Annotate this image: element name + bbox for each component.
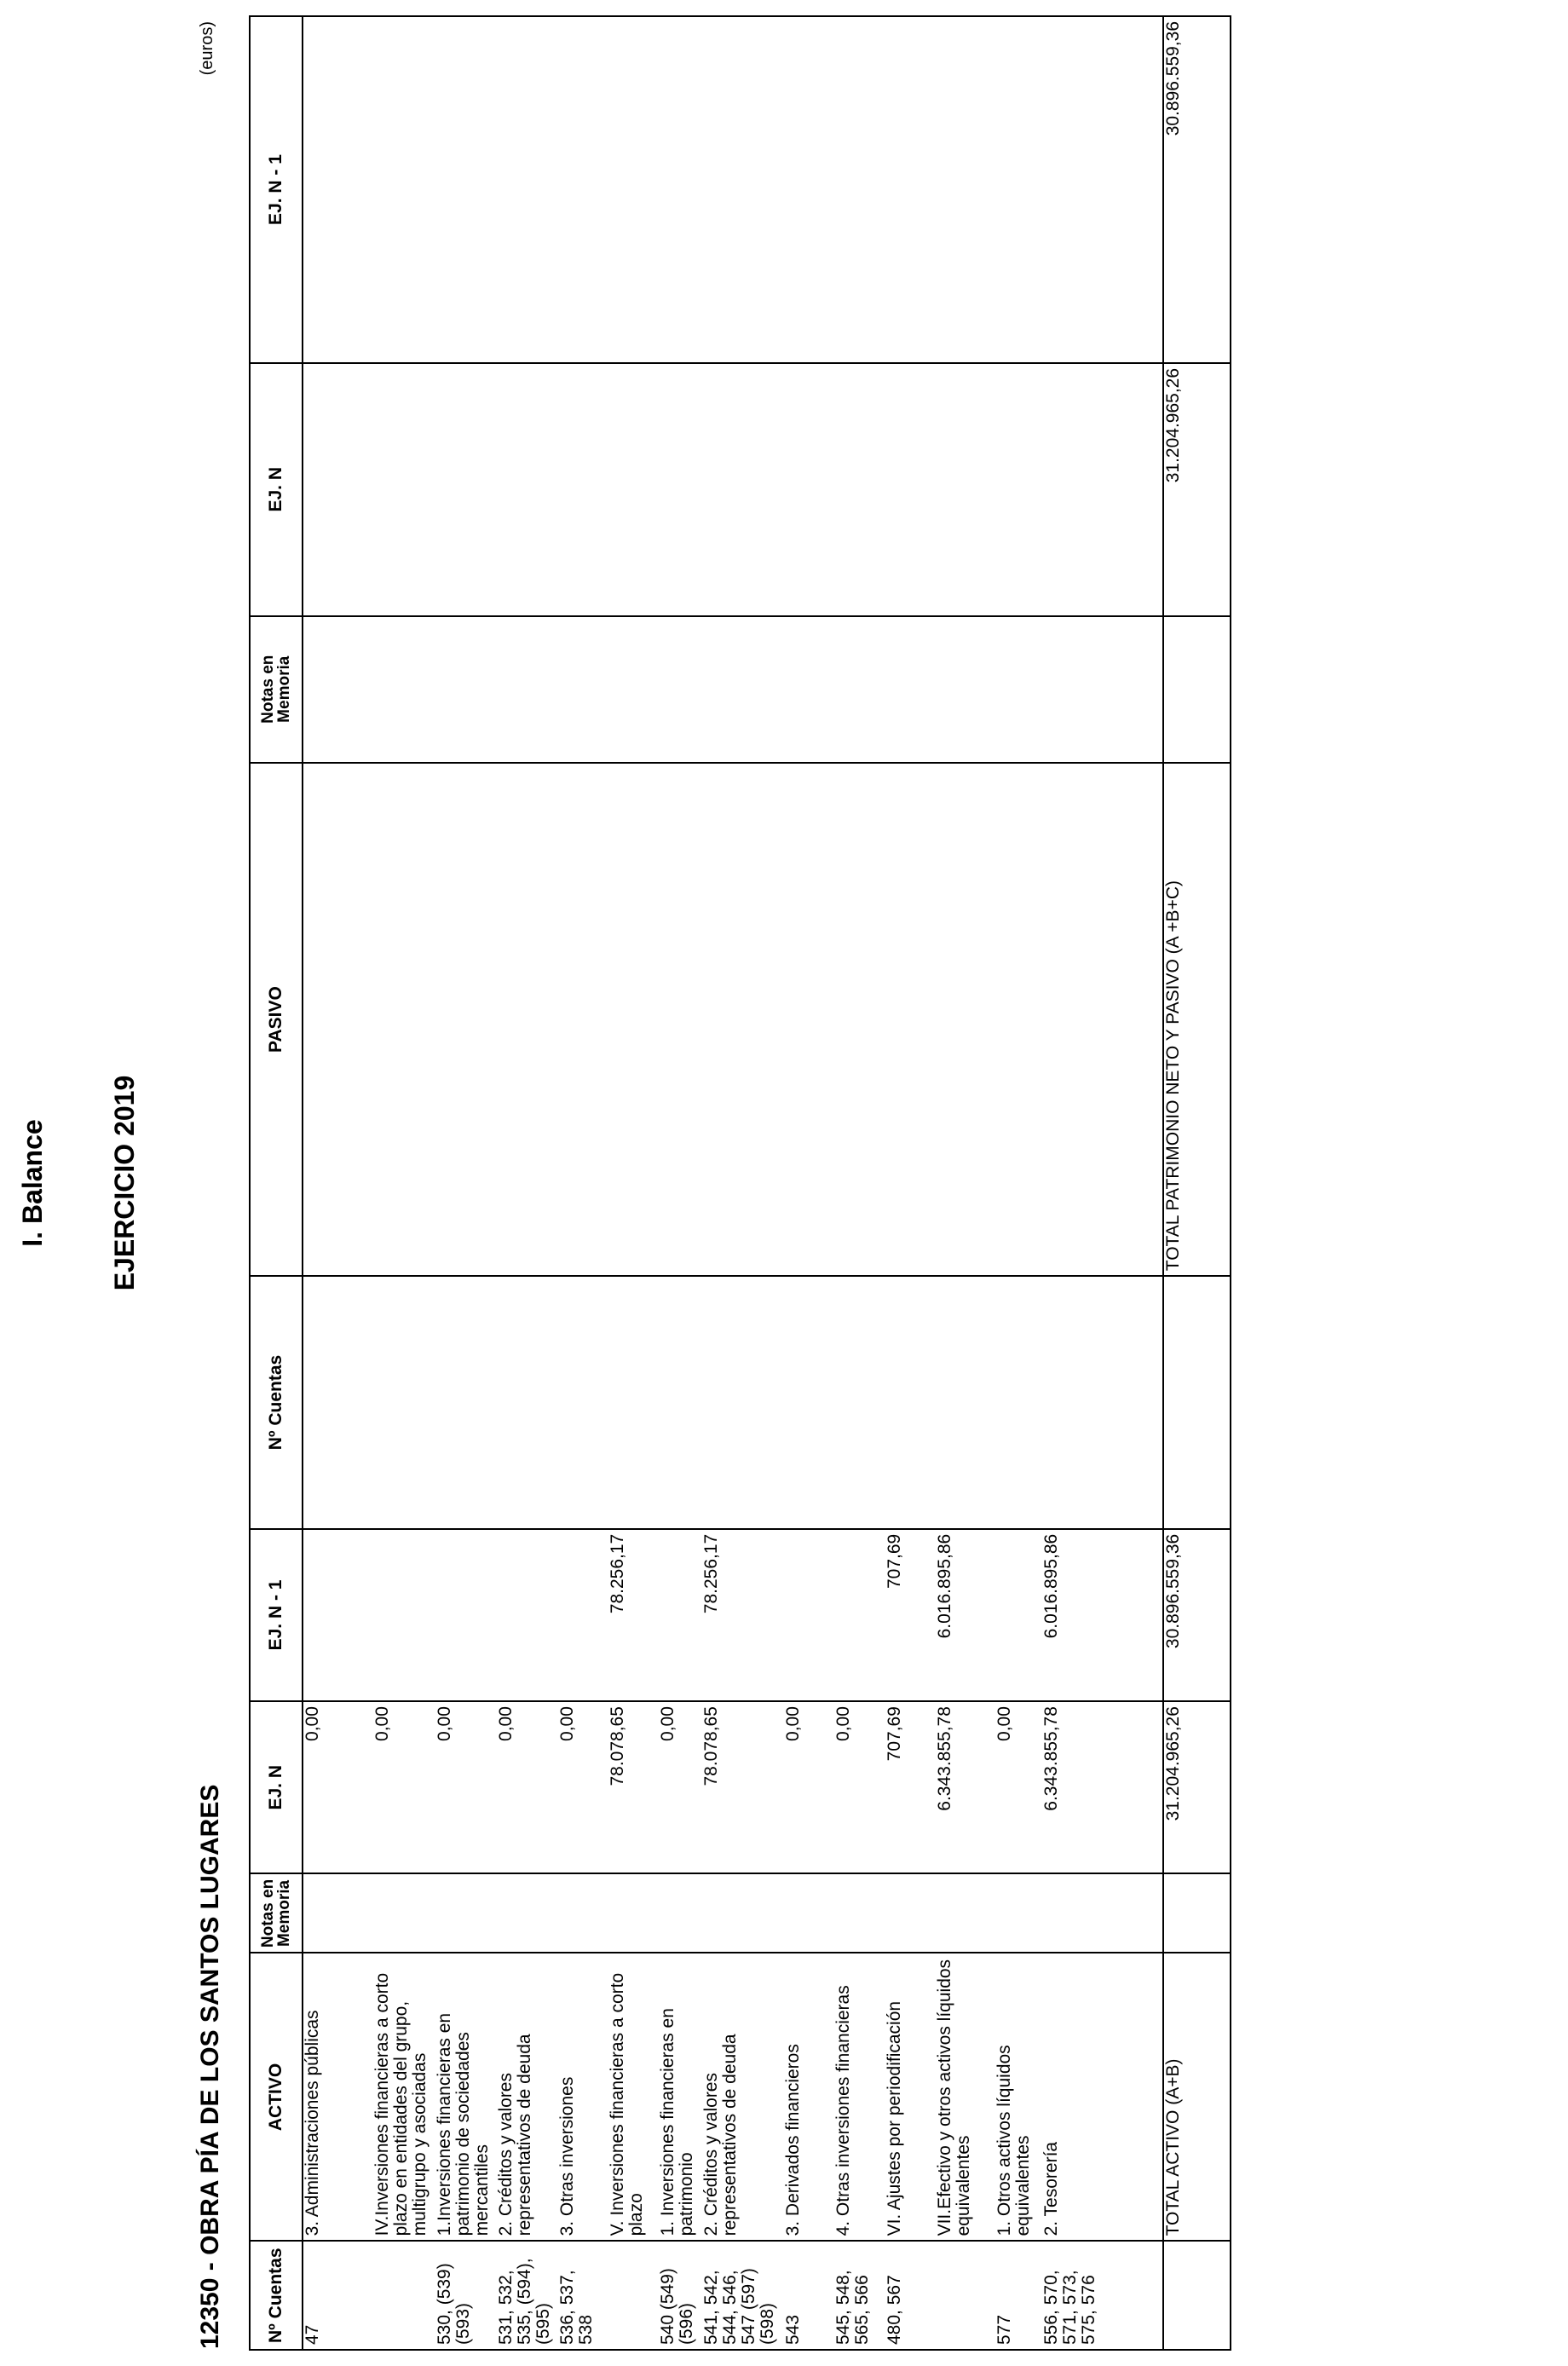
col-header-current: EJ. N [250, 1701, 303, 1873]
col-header-previous: EJ. N - 1 [250, 1529, 303, 1701]
exercise-title: EJERCICIO 2019 [109, 1075, 140, 1291]
row-label: 3. Derivados financieros [784, 1953, 834, 2241]
row-value-n: 0,00 [834, 1701, 885, 1873]
row-accounts: 530, (539) (593) [435, 2241, 497, 2350]
row-value-n: 0,00 [558, 1701, 608, 1873]
row-value-n: 78.078,65 [608, 1701, 659, 1873]
row-value-n1: 6.016.895,86 [936, 1529, 995, 1701]
row-accounts: 577 [995, 2241, 1042, 2350]
table-row [303, 16, 373, 2350]
row-accounts [936, 2241, 995, 2350]
row-accounts [608, 2241, 659, 2350]
total-pasivo-n1: 30.896.559,36 [1163, 16, 1231, 363]
row-value-n1 [834, 1529, 885, 1701]
row-value-n: 6.343.855,78 [1042, 1701, 1163, 1873]
row-value-n: 6.343.855,78 [936, 1701, 995, 1873]
col-header-previous-pasivo: EJ. N - 1 [250, 16, 303, 363]
row-accounts: 480, 567 [885, 2241, 936, 2350]
row-value-n: 0,00 [659, 1701, 701, 1873]
row-label: IV.Inversiones financieras a corto plazo en entidades del grupo, multigrupo y asociadas [373, 1953, 435, 2241]
currency-unit: (euros) [198, 21, 216, 76]
total-pasivo-label: TOTAL PATRIMONIO NETO Y PASIVO (A +B+C) [1163, 763, 1231, 1276]
row-label: VI. Ajustes por periodificación [885, 1953, 936, 2241]
col-header-notes: Notas en Memoria [250, 1873, 303, 1953]
row-value-n1 [303, 1529, 373, 1701]
row-label: 3. Administraciones públicas [303, 1953, 373, 2241]
row-value-n1 [435, 1529, 497, 1701]
balance-table [249, 15, 1231, 2351]
row-value-n: 0,00 [303, 1701, 373, 1873]
row-label: VII.Efectivo y otros activos líquidos equivalentes [936, 1953, 995, 2241]
row-value-n: 0,00 [435, 1701, 497, 1873]
entity-name: 12350 - OBRA PÍA DE LOS SANTOS LUGARES [196, 1784, 224, 2349]
row-accounts: 47 [303, 2241, 373, 2350]
col-header-accounts-pasivo: Nº Cuentas [250, 1276, 303, 1529]
row-label: 4. Otras inversiones financieras [834, 1953, 885, 2241]
row-value-n: 0,00 [784, 1701, 834, 1873]
col-header-current-pasivo: EJ. N [250, 363, 303, 616]
report-title: I. Balance [17, 1119, 48, 1247]
row-label: 2. Tesorería [1042, 1953, 1163, 2241]
col-header-activo: ACTIVO [250, 1953, 303, 2241]
row-accounts: 556, 570, 571, 573, 575, 576 [1042, 2241, 1163, 2350]
row-value-n1: 707,69 [885, 1529, 936, 1701]
row-value-n1 [558, 1529, 608, 1701]
row-accounts: 541, 542, 544, 546, 547 (597) (598) [702, 2241, 784, 2350]
row-label: 1. Inversiones financieras en patrimonio [659, 1953, 701, 2241]
row-value-n1: 78.256,17 [608, 1529, 659, 1701]
row-value-n1: 78.256,17 [702, 1529, 784, 1701]
row-value-n: 78.078,65 [702, 1701, 784, 1873]
row-value-n1 [373, 1529, 435, 1701]
row-label: 2. Créditos y valores representativos de deuda [702, 1953, 784, 2241]
row-label: 2. Créditos y valores representativos de deuda [497, 1953, 558, 2241]
row-label: 1.Inversiones financieras en patrimonio de sociedades mercantiles [435, 1953, 497, 2241]
row-value-n1 [784, 1529, 834, 1701]
row-value-n: 707,69 [885, 1701, 936, 1873]
row-value-n: 0,00 [995, 1701, 1042, 1873]
table-header-row [250, 16, 303, 2350]
total-activo-label: TOTAL ACTIVO (A+B) [1163, 1953, 1231, 2241]
row-value-n1 [659, 1529, 701, 1701]
row-accounts: 545, 548, 565, 566 [834, 2241, 885, 2350]
total-pasivo-n: 31.204.965,26 [1163, 363, 1231, 616]
row-accounts [373, 2241, 435, 2350]
col-header-accounts: Nº Cuentas [250, 2241, 303, 2350]
row-label: 1. Otros activos líquidos equivalentes [995, 1953, 1042, 2241]
row-accounts: 531, 532, 535, (594), (595) [497, 2241, 558, 2350]
total-activo-n1: 30.896.559,36 [1163, 1529, 1231, 1701]
total-activo-n: 31.204.965,26 [1163, 1701, 1231, 1873]
row-value-n1: 6.016.895,86 [1042, 1529, 1163, 1701]
row-value-n1 [995, 1529, 1042, 1701]
row-accounts: 543 [784, 2241, 834, 2350]
col-header-pasivo: PASIVO [250, 763, 303, 1276]
row-value-n: 0,00 [497, 1701, 558, 1873]
row-label: 3. Otras inversiones [558, 1953, 608, 2241]
row-value-n: 0,00 [373, 1701, 435, 1873]
row-accounts: 540 (549) (596) [659, 2241, 701, 2350]
row-value-n1 [497, 1529, 558, 1701]
total-row [1163, 16, 1231, 2350]
row-accounts: 536, 537, 538 [558, 2241, 608, 2350]
row-label: V. Inversiones financieras a corto plazo [608, 1953, 659, 2241]
col-header-notes-pasivo: Notas en Memoria [250, 616, 303, 763]
